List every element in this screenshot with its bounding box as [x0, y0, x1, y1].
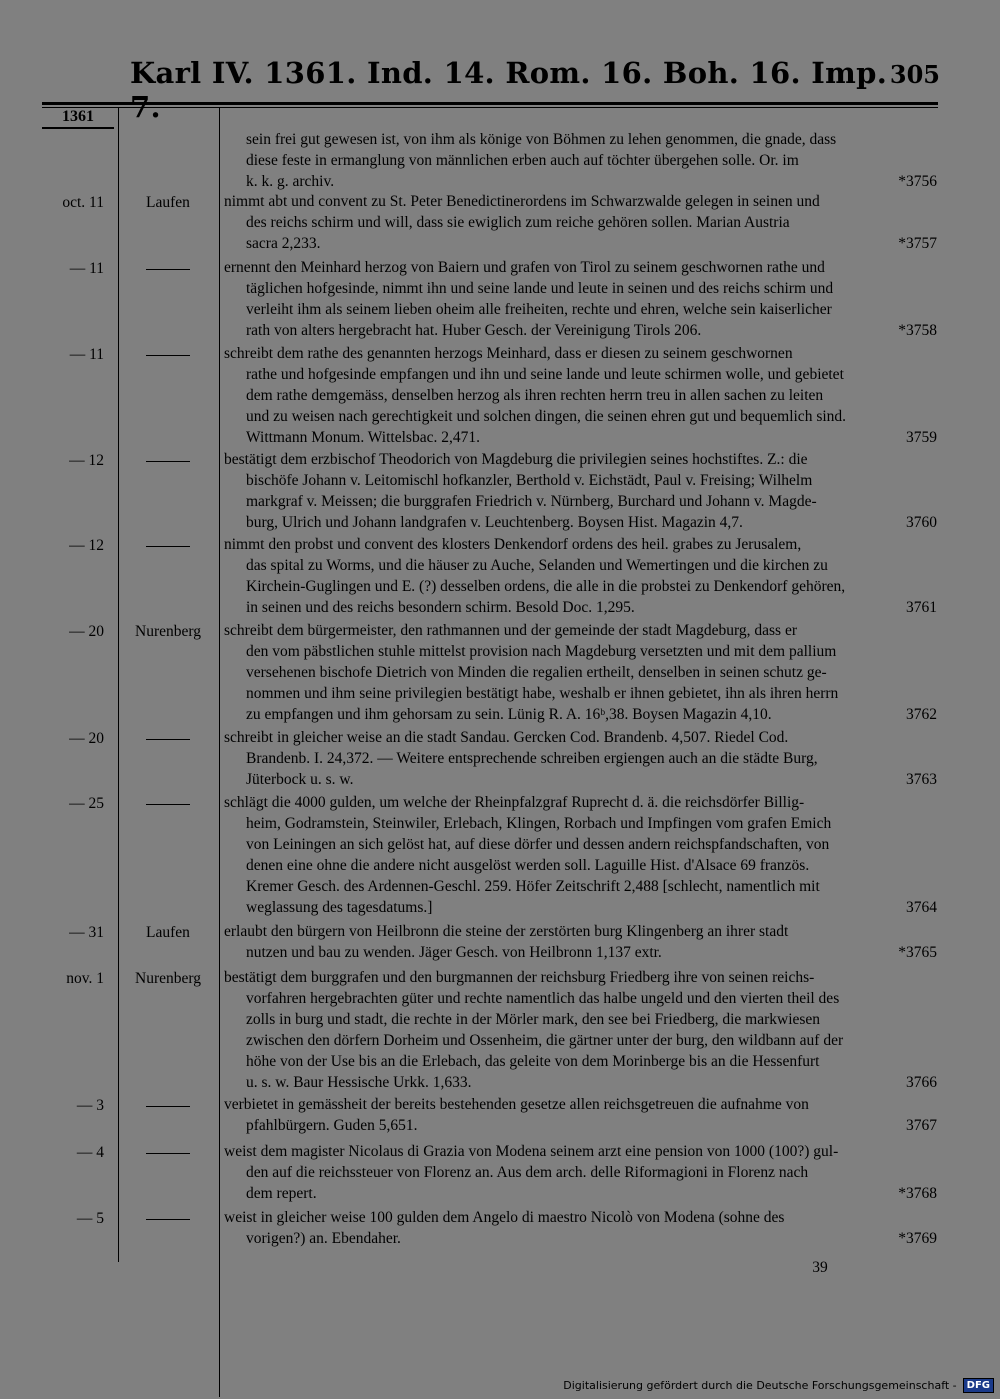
text-line-final — [224, 234, 937, 255]
text-line: nommen und ihm seine privilegien bestätigt habe, weshalb er ihnen gebietet, ihn als ihren herrn — [246, 684, 839, 702]
text-line-final — [224, 898, 937, 919]
place-ditto-dash — [122, 344, 214, 365]
regest-number: *3758 — [898, 321, 937, 339]
text-line: sein frei gut gewesen ist, von ihm als könige von Böhmen zu lehen genommen, die gnade, dass — [246, 131, 837, 148]
citation-text: u. s. w. Baur Hessische Urkk. 1,633. — [246, 1073, 472, 1091]
text-line: weist dem magister Nicolaus di Grazia von Modena seinem arzt eine pension von 1000 (100?) gul- — [224, 1143, 839, 1160]
regest-number: 3761 — [906, 598, 937, 616]
header-rule-thin — [42, 107, 938, 108]
text-line: denen eine ohne die andere nicht ausgelöst werden soll. Laguille Hist. d'Alsace 69 französ. — [246, 856, 810, 874]
header-rule — [42, 102, 938, 105]
entry-text — [224, 968, 937, 1093]
text-line: heim, Godramstein, Steinwiler, Erlebach, Klingen, Rorbach und Impfingen vom grafen Emich — [246, 814, 832, 832]
entry-text — [224, 258, 937, 342]
text-line-final — [224, 598, 937, 619]
entry-place: Laufen — [146, 924, 190, 941]
text-line-final — [224, 1184, 937, 1205]
text-line: nimmt abt und convent zu St. Peter Benedictinerordens im Schwarzwalde gelegen in seinen und — [224, 193, 820, 210]
citation-text: weglassung des tagesdatums.] — [246, 898, 433, 916]
page-number: 305 — [889, 60, 940, 89]
column-divider-date — [118, 107, 119, 1262]
citation-text: k. k. g. archiv. — [246, 172, 335, 190]
entry-date: — 4 — [76, 1144, 104, 1161]
text-line: von Leiningen an sich gelöst hat, auf diese dörfer und dessen andern reichspfandschaften, von — [246, 835, 830, 853]
entry-date: — 20 — [69, 730, 104, 747]
text-line: schreibt dem bürgermeister, den rathmannen und der gemeinde der stadt Magdeburg, dass er — [224, 622, 797, 639]
entry-text — [224, 1208, 937, 1250]
text-line-final — [224, 172, 937, 193]
place-ditto-dash — [122, 1095, 214, 1116]
entry-text — [224, 130, 937, 193]
entry-text — [224, 192, 937, 255]
text-line: verleiht ihm als seinem lieben oheim alle freiheiten, rechte und ehren, welche sein kaiserlicher — [246, 300, 832, 318]
text-line: bestätigt dem burggrafen und den burgmannen der reichsburg Friedberg ihre von seinen reichs- — [224, 969, 815, 986]
citation-text: zu empfangen und ihm gehorsam zu sein. Lünig R. A. 16ᵇ,38. Boysen Magazin 4,10. — [246, 705, 772, 723]
entry-text — [224, 535, 937, 619]
place-ditto-dash — [122, 1208, 214, 1229]
citation-text: Jüterbock u. s. w. — [246, 770, 354, 788]
regest-number: 3767 — [906, 1116, 937, 1134]
text-line-final — [224, 770, 937, 791]
regest-number: 3763 — [906, 770, 937, 788]
entry-date: — 11 — [69, 260, 104, 277]
citation-text: sacra 2,233. — [246, 234, 321, 252]
text-line: nimmt den probst und convent des klosters Denkendorf ordens des heil. grabes zu Jerusalem, — [224, 536, 802, 553]
entry-text — [224, 344, 937, 449]
regest-number: 3764 — [906, 898, 937, 916]
text-line: zolls in burg und stadt, die rechte in der Mörler mark, den see bei Friedberg, die markwiesen — [246, 1010, 821, 1028]
year-label: 1361 — [42, 107, 114, 129]
entry-text — [224, 1142, 937, 1205]
text-line-final — [224, 428, 937, 449]
regest-number: 3760 — [906, 513, 937, 531]
entry-text — [224, 793, 937, 918]
signature-mark: 39 — [812, 1259, 828, 1276]
text-line-final — [224, 321, 937, 342]
entry-text — [224, 922, 937, 964]
text-line: bestätigt dem erzbischof Theodorich von Magdeburg die privilegien seines hochstiftes. Z.: die — [224, 451, 808, 468]
entry-text — [224, 450, 937, 534]
regest-number: 3762 — [906, 705, 937, 723]
text-line-final — [224, 513, 937, 534]
text-line: versehenen bischofe Dietrich von Minden die regalien ertheilt, denselben in seinen schutz ge- — [246, 663, 827, 681]
text-line: das spital zu Worms, und die häuser zu Auche, Selanden und Wemertingen und die kirchen zu — [246, 556, 828, 574]
text-line: dem rathe demgemäss, denselben herzog als ihren rechten herrn treu in allen sachen zu leiten — [246, 386, 824, 404]
entry-place: Nurenberg — [135, 623, 201, 640]
entry-date: nov. 1 — [66, 970, 104, 987]
text-line: des reichs schirm und will, dass sie ewiglich zum reiche gehören sollen. Marian Austria — [246, 213, 790, 231]
running-header — [130, 56, 940, 96]
entry-text — [224, 728, 937, 791]
text-line-final — [224, 705, 937, 726]
text-line: ernennt den Meinhard herzog von Baiern und grafen von Tirol zu seinem geschwornen rathe und — [224, 259, 825, 276]
text-line: täglichen hofgesinde, nimmt ihn und seine lande und leute in seinen und des reichs schirm und — [246, 279, 834, 297]
dfg-logo: DFG — [963, 1378, 994, 1393]
text-line: markgraf v. Meissen; die burggrafen Friedrich v. Nürnberg, Burchard und Johann v. Magde- — [246, 492, 817, 510]
entry-date: — 12 — [69, 452, 104, 469]
text-line: Kirchein-Guglingen und E. (?) desselben ordens, die alle in die probstei zu Denkendorf gehören, — [246, 577, 846, 595]
citation-text: rath von alters hergebracht hat. Huber Gesch. der Vereinigung Tirols 206. — [246, 321, 702, 339]
text-line: schreibt in gleicher weise an die stadt Sandau. Gercken Cod. Brandenb. 4,507. Riedel Cod. — [224, 729, 789, 746]
entry-place: Laufen — [146, 194, 190, 211]
footer-credit — [563, 1378, 994, 1393]
text-line: verbietet in gemässheit der bereits bestehenden gesetze allen reichsgetreuen die aufnahme von — [224, 1096, 809, 1113]
text-line: zwischen den dörfern Dorheim und Ossenheim, die gärtner unter der burg, den wildbann auf der — [246, 1031, 844, 1049]
text-line: rathe und hofgesinde empfangen und ihn und seine lande und leute schirmen wolle, und gebietet — [246, 365, 844, 383]
entry-date: — 11 — [69, 346, 104, 363]
place-ditto-dash — [122, 258, 214, 279]
text-line: Brandenb. I. 24,372. — Weitere entsprechende schreiben ergiengen auch an die städte Burg, — [246, 749, 818, 767]
citation-text: in seinen und des reichs besondern schirm. Besold Doc. 1,295. — [246, 598, 635, 616]
entry-text — [224, 1095, 937, 1137]
regest-number: 3766 — [906, 1073, 937, 1091]
citation-text: dem repert. — [246, 1184, 317, 1202]
regest-number: *3768 — [898, 1184, 937, 1202]
citation-text: nutzen und bau zu wenden. Jäger Gesch. von Heilbronn 1,137 extr. — [246, 943, 662, 961]
text-line: den auf die reichssteuer von Florenz an. Aus dem arch. delle Riformagioni in Florenz nach — [246, 1163, 809, 1181]
entry-date: — 5 — [76, 1210, 104, 1227]
text-line: und zu weisen nach gerechtigkeit und solchen dingen, die seinen ehren gut und bequemlich sind. — [246, 407, 847, 425]
text-line: vorfahren hergebrachten güter und rechte namentlich das halbe ungeld und den vierten theil des — [246, 989, 840, 1007]
entry-date: — 25 — [69, 795, 104, 812]
regest-number: *3757 — [898, 234, 937, 252]
regest-number: *3756 — [898, 172, 937, 190]
text-line: diese feste in ermanglung von männlichen erben auch auf töchter übergehen solle. Or. im — [246, 151, 799, 169]
place-ditto-dash — [122, 728, 214, 749]
text-line-final — [224, 943, 937, 964]
text-line: weist in gleicher weise 100 gulden dem Angelo di maestro Nicolò von Modena (sohne des — [224, 1209, 785, 1226]
entry-text — [224, 621, 937, 726]
entry-date: — 12 — [69, 537, 104, 554]
place-ditto-dash — [122, 535, 214, 556]
place-ditto-dash — [122, 450, 214, 471]
citation-text: pfahlbürgern. Guden 5,651. — [246, 1116, 418, 1134]
running-title: Karl IV. 1361. Ind. 14. Rom. 16. Boh. 16. Imp. — [130, 56, 888, 90]
regest-number: 3759 — [906, 428, 937, 446]
regest-number: *3769 — [898, 1229, 937, 1247]
entry-place: Nurenberg — [135, 970, 201, 987]
place-ditto-dash — [122, 793, 214, 814]
text-line: Kremer Gesch. des Ardennen-Geschl. 259. Höfer Zeitschrift 2,488 [schlecht, namentlich mit — [246, 877, 820, 895]
entry-date: — 20 — [69, 623, 104, 640]
text-line-final — [224, 1229, 937, 1250]
text-line-final — [224, 1116, 937, 1137]
citation-text: burg, Ulrich und Johann landgrafen v. Leuchtenberg. Boysen Hist. Magazin 4,7. — [246, 513, 743, 531]
column-divider-place — [219, 107, 220, 1397]
text-line: erlaubt den bürgern von Heilbronn die steine der zerstörten burg Klingenberg an ihrer stadt — [224, 923, 789, 940]
text-line: bischöfe Johann v. Leitomischl hofkanzler, Berthold v. Eichstädt, Paul v. Freising; Wilhelm — [246, 471, 813, 489]
entry-date: oct. 11 — [62, 194, 104, 211]
footer-text: Digitalisierung gefördert durch die Deutsche Forschungsgemeinschaft - — [563, 1379, 957, 1392]
text-line-final — [224, 1073, 937, 1094]
text-line: schreibt dem rathe des genannten herzogs Meinhard, dass er diesen zu seinem geschwornen — [224, 345, 793, 362]
citation-text: vorigen?) an. Ebendaher. — [246, 1229, 401, 1247]
regest-number: *3765 — [898, 943, 937, 961]
text-line: schlägt die 4000 gulden, um welche der Rheinpfalzgraf Ruprecht d. ä. die reichsdörfer Billig- — [224, 794, 805, 811]
text-line: höhe von der Use bis an die Erlebach, das geleite von dem Morinberge bis an die Hessenfurt — [246, 1052, 820, 1070]
citation-text: Wittmann Monum. Wittelsbac. 2,471. — [246, 428, 480, 446]
place-ditto-dash — [122, 1142, 214, 1163]
entry-date: — 31 — [69, 924, 104, 941]
text-line: den vom päbstlichen stuhle mittelst provision nach Magdeburg versetzten und mit dem pallium — [246, 642, 837, 660]
entry-date: — 3 — [76, 1097, 104, 1114]
